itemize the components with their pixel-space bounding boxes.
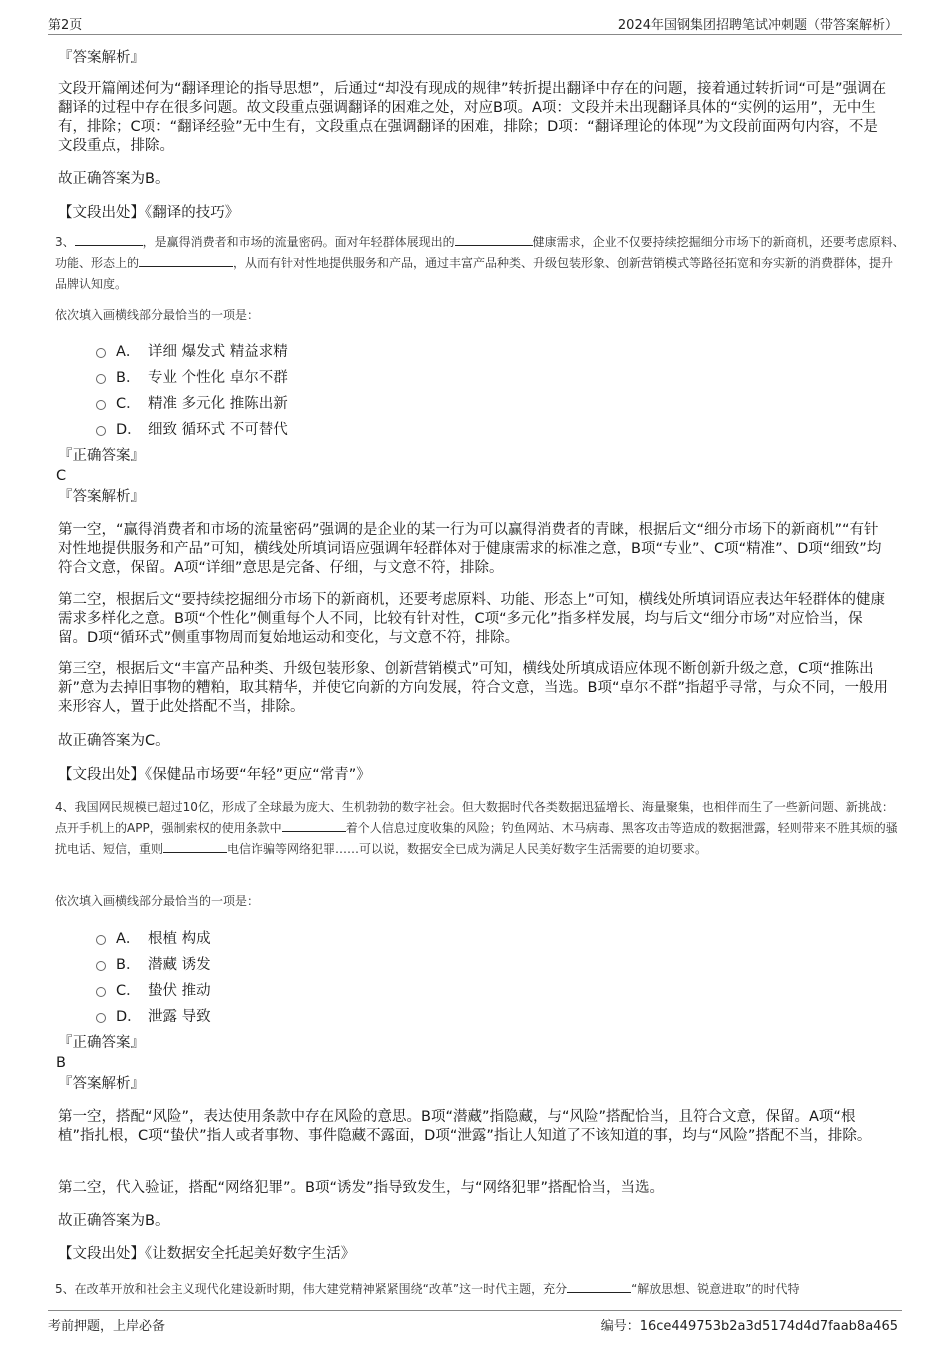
page-number: 第2页 xyxy=(48,18,83,33)
q4-stem: 4、我国网民规模已超过10亿，形成了全球最为庞大、生机勃勃的数字社会。但大数据时代各类数据迅猛增长、海量聚集，也相伴而生了一些新问题、新挑战：点开手机上的APP，强制索权的使用条款中 着个人信息过度收集的风险；钓鱼网站、木马病毒、黑客攻击等造成的数据泄露，轻则带来不胜其烦的骚扰电话、短信，重则 电信诈骗等网络犯罪……可以说，数据安全已成为满足人民美好数字生活需要的迫切要求。 xyxy=(55,800,898,856)
q4-prompt: 依次填入画横线部分最恰当的一项是： xyxy=(55,894,260,908)
q3-prompt: 依次填入画横线部分最恰当的一项是： xyxy=(55,308,260,322)
page-footer xyxy=(48,1310,902,1333)
q4-answer-label: 『正确答案』 xyxy=(58,1035,145,1051)
q3-analysis-label: 『答案解析』 xyxy=(58,489,145,505)
document-title: 2024年国钢集团招聘笔试冲刺题（带答案解析） xyxy=(617,18,898,33)
q3-stem: 3、 ，是赢得消费者和市场的流量密码。面对年轻群体展现出的 健康需求，企业不仅要持续挖掘细分市场下的新商机，还要考虑原料、功能、形态上的 ，从而有针对性地提供服务和产品，通过丰富产品种类、升级包装形象、创新营销模式等路径拓宽和夯实新的消费群体，提升品牌认知度。 xyxy=(55,232,905,295)
document-id: 编号：16ce449753b2a3d5174d4d7faab8a465 xyxy=(600,1319,898,1334)
q3-conclusion: 故正确答案为C。 xyxy=(58,733,170,749)
q4-option-d[interactable]: D． 泄露 导致 xyxy=(96,1008,211,1026)
q4-option-b[interactable]: B． 潜藏 诱发 xyxy=(96,956,211,974)
q4-conclusion: 故正确答案为B。 xyxy=(58,1213,170,1229)
blank-1 xyxy=(75,232,143,246)
q4-option-a[interactable]: A． 根植 构成 xyxy=(96,930,211,948)
radio-icon[interactable] xyxy=(96,1013,106,1023)
q3-analysis-para3: 第三空，根据后文“丰富产品种类、升级包装形象、创新营销模式”可知，横线处所填成语应体现不断创新升级之意，C项“推陈出新”意为去掉旧事物的糟粕，取其精华，并使它向新的方向发展，符合文意，当选。B项“卓尔不群”指超乎寻常，与众不同，一般用来形容人，置于此处搭配不当，排除。 xyxy=(58,661,888,715)
footer-slogan: 考前押题，上岸必备 xyxy=(48,1319,166,1334)
radio-icon[interactable] xyxy=(96,935,106,945)
radio-icon[interactable] xyxy=(96,400,106,410)
radio-icon[interactable] xyxy=(96,374,106,384)
blank-1 xyxy=(282,818,346,832)
q4-answer: B xyxy=(56,1055,66,1071)
q2-conclusion: 故正确答案为B。 xyxy=(58,171,170,187)
blank-2 xyxy=(163,839,227,853)
q4-analysis-label: 『答案解析』 xyxy=(58,1076,145,1092)
radio-icon[interactable] xyxy=(96,426,106,436)
q3-option-c[interactable]: C． 精准 多元化 推陈出新 xyxy=(96,395,288,413)
radio-icon[interactable] xyxy=(96,348,106,358)
radio-icon[interactable] xyxy=(96,961,106,971)
q3-source: 【文段出处】《保健品市场要“年轻”更应“常青”》 xyxy=(58,767,371,783)
blank-3 xyxy=(139,253,233,267)
blank-2 xyxy=(455,232,533,246)
q2-source: 【文段出处】《翻译的技巧》 xyxy=(58,205,240,221)
q4-source: 【文段出处】《让数据安全托起美好数字生活》 xyxy=(58,1246,356,1262)
q5-stem: 5、在改革开放和社会主义现代化建设新时期，伟大建党精神紧紧围绕“改革”这一时代主题，充分 “解放思想、锐意进取”的时代特 xyxy=(55,1279,905,1300)
q4-analysis-para2: 第二空，代入验证，搭配“网络犯罪”。B项“诱发”指导致发生，与“网络犯罪”搭配恰当，当选。 xyxy=(58,1180,665,1196)
q2-analysis: 文段开篇阐述何为“翻译理论的指导思想”，后通过“却没有现成的规律”转折提出翻译中存在的问题，接着通过转折词“可是”强调在翻译的过程中存在很多问题。故文段重点强调翻译的困难之处，对应B项。A项：文段并未出现翻译具体的“实例的运用”，无中生有，排除；C项：“翻译经验”无中生有，文段重点在强调翻译的困难，排除；D项：“翻译理论的体现”为文段前面两句内容，不是文段重点，排除。 xyxy=(58,81,887,154)
q3-option-d[interactable]: D． 细致 循环式 不可替代 xyxy=(96,421,288,439)
q4-analysis-para1: 第一空，搭配“风险”，表达使用条款中存在风险的意思。B项“潜藏”指隐藏，与“风险”搭配恰当，且符合文意，保留。A项“根植”指扎根，C项“蛰伏”指人或者事物、事件隐藏不露面，D项“泄露”指让人知道了不该知道的事，均与“风险”搭配不当，排除。 xyxy=(58,1109,872,1144)
radio-icon[interactable] xyxy=(96,987,106,997)
q3-answer: C xyxy=(56,468,67,484)
q3-analysis-para2: 第二空，根据后文“要持续挖掘细分市场下的新商机，还要考虑原料、功能、形态上”可知，横线处所填词语应表达年轻群体的健康需求多样化之意。B项“个性化”侧重每个人不同，比较有针对性，C项“多元化”指多样发展，均与后文“细分市场”对应恰当，保留。D项“循环式”侧重事物周而复始地运动和变化，与文意不符，排除。 xyxy=(58,592,886,646)
q3-option-b[interactable]: B． 专业 个性化 卓尔不群 xyxy=(96,369,288,387)
q3-analysis-para1: 第一空，“赢得消费者和市场的流量密码”强调的是企业的某一行为可以赢得消费者的青睐，根据后文“细分市场下的新商机”“有针对性地提供服务和产品”可知，横线处所填词语应强调年轻群体对于健康需求的标准之意，B项“专业”、C项“精准”、D项“细致”均符合文意，保留。A项“详细”意思是完备、仔细，与文意不符，排除。 xyxy=(58,522,882,576)
q2-analysis-label: 『答案解析』 xyxy=(58,50,145,66)
q3-option-a[interactable]: A． 详细 爆发式 精益求精 xyxy=(96,343,288,361)
page-header xyxy=(48,12,902,35)
q4-option-c[interactable]: C． 蛰伏 推动 xyxy=(96,982,211,1000)
q3-answer-label: 『正确答案』 xyxy=(58,448,145,464)
blank-1 xyxy=(567,1279,631,1293)
